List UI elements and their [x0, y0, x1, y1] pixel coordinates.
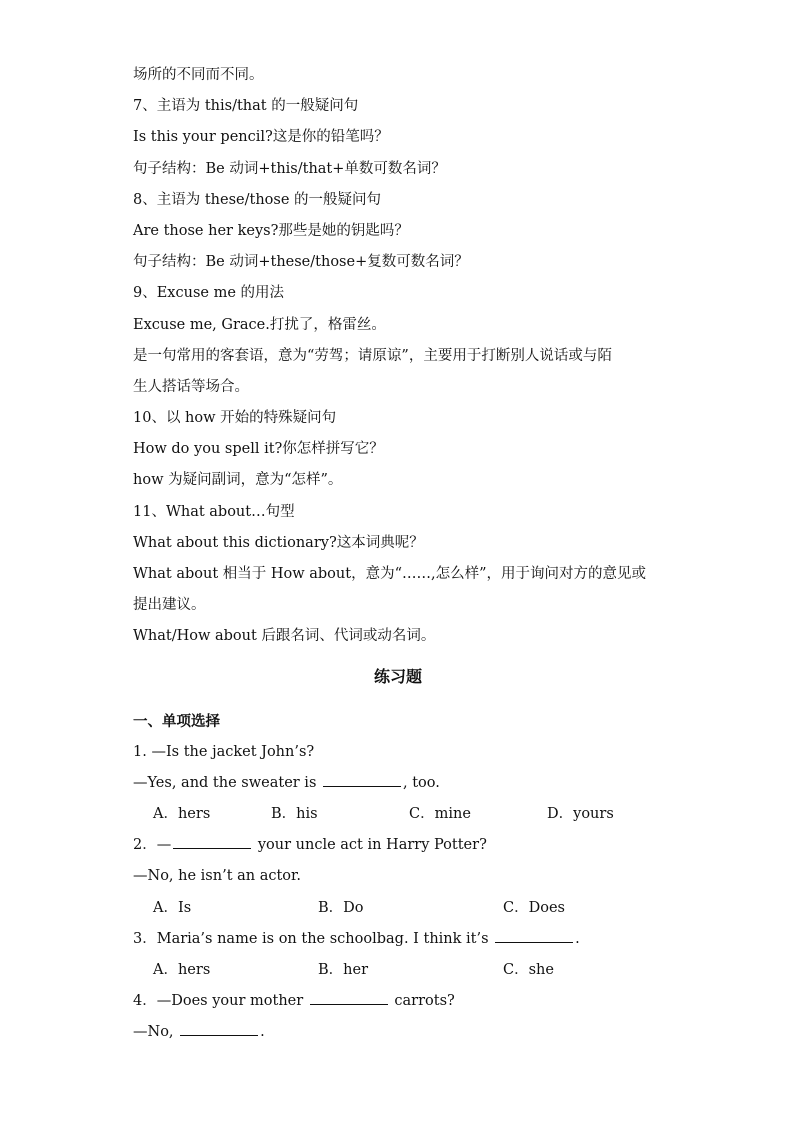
question-text: 3．Maria’s name is on the schoolbag. I think it’s — [133, 930, 494, 947]
answer-blank[interactable] — [495, 927, 573, 943]
question-2-options — [133, 893, 673, 924]
note-structure: 句子结构：Be 动词+this/that+单数可数名词？ — [133, 160, 446, 177]
question-text: carrots? — [389, 993, 455, 1010]
option-a[interactable]: A．Is — [153, 899, 192, 916]
question-1-line2 — [133, 768, 673, 799]
option-b[interactable]: B．his — [271, 805, 318, 822]
question-text: . — [575, 930, 580, 947]
question-text: —No, — [133, 1024, 179, 1041]
note-heading: 7、主语为 this/that 的一般疑问句 — [133, 98, 359, 115]
question-4-stem — [133, 986, 673, 1017]
note-example: How do you spell it?你怎样拼写它？ — [133, 441, 384, 458]
option-c[interactable]: C．Does — [503, 899, 565, 916]
note-heading: 10、以 how 开始的特殊疑问句 — [133, 410, 337, 427]
section-heading: 一、单项选择 — [133, 712, 220, 730]
note-structure: 句子结构：Be 动词+these/those+复数可数名词？ — [133, 254, 469, 271]
question-3-stem — [133, 924, 673, 955]
question-text: 2．— — [133, 837, 172, 854]
question-1-stem: 1. —Is the jacket John’s? — [133, 743, 315, 760]
note-line: What about 相当于 How about，意为“……,怎么样”，用于询问对方的意见或 — [133, 566, 647, 582]
question-text: —Yes, and the sweater is — [133, 774, 321, 791]
note-line: What/How about 后跟名词、代词或动名词。 — [133, 628, 436, 645]
answer-blank[interactable] — [173, 833, 251, 849]
note-heading: 11、What about…句型 — [133, 503, 295, 520]
option-c[interactable]: C．she — [503, 961, 554, 978]
answer-blank[interactable] — [310, 989, 388, 1005]
note-heading: 8、主语为 these/those 的一般疑问句 — [133, 191, 382, 208]
answer-blank[interactable] — [323, 771, 401, 787]
note-line: how 为疑问副词，意为“怎样”。 — [133, 472, 343, 489]
question-text: 4．—Does your mother — [133, 993, 308, 1010]
note-example: Is this your pencil?这是你的铅笔吗？ — [133, 129, 389, 146]
option-c[interactable]: C．mine — [409, 805, 471, 822]
note-heading: 9、Excuse me 的用法 — [133, 285, 285, 302]
option-b[interactable]: B．her — [318, 961, 369, 978]
question-1-options — [133, 799, 673, 830]
option-a[interactable]: A．hers — [153, 805, 211, 822]
question-3-options — [133, 955, 673, 986]
answer-blank[interactable] — [180, 1020, 258, 1036]
note-line: 生人搭话等场合。 — [133, 378, 249, 395]
question-4-line2 — [133, 1017, 673, 1048]
note-line: 提出建议。 — [133, 597, 206, 614]
question-2-stem — [133, 830, 673, 861]
option-d[interactable]: D．yours — [547, 805, 614, 822]
option-b[interactable]: B．Do — [318, 899, 364, 916]
question-text: your uncle act in Harry Potter? — [253, 837, 487, 854]
note-line: 是一句常用的客套语，意为“劳驾；请原谅”，主要用于打断别人说话或与陌 — [133, 347, 612, 364]
note-example: Are those her keys?那些是她的钥匙吗？ — [133, 222, 409, 239]
option-a[interactable]: A．hers — [153, 961, 211, 978]
note-example: What about this dictionary?这本词典呢？ — [133, 534, 424, 551]
question-2-line2: —No, he isn’t an actor. — [133, 868, 301, 885]
note-example: Excuse me, Grace.打扰了，格雷丝。 — [133, 316, 386, 333]
note-line: 场所的不同而不同。 — [133, 67, 264, 83]
document-page — [133, 60, 673, 1048]
question-text: , too. — [403, 774, 440, 791]
exercise-title: 练习题 — [373, 666, 422, 686]
question-text: . — [260, 1024, 265, 1041]
